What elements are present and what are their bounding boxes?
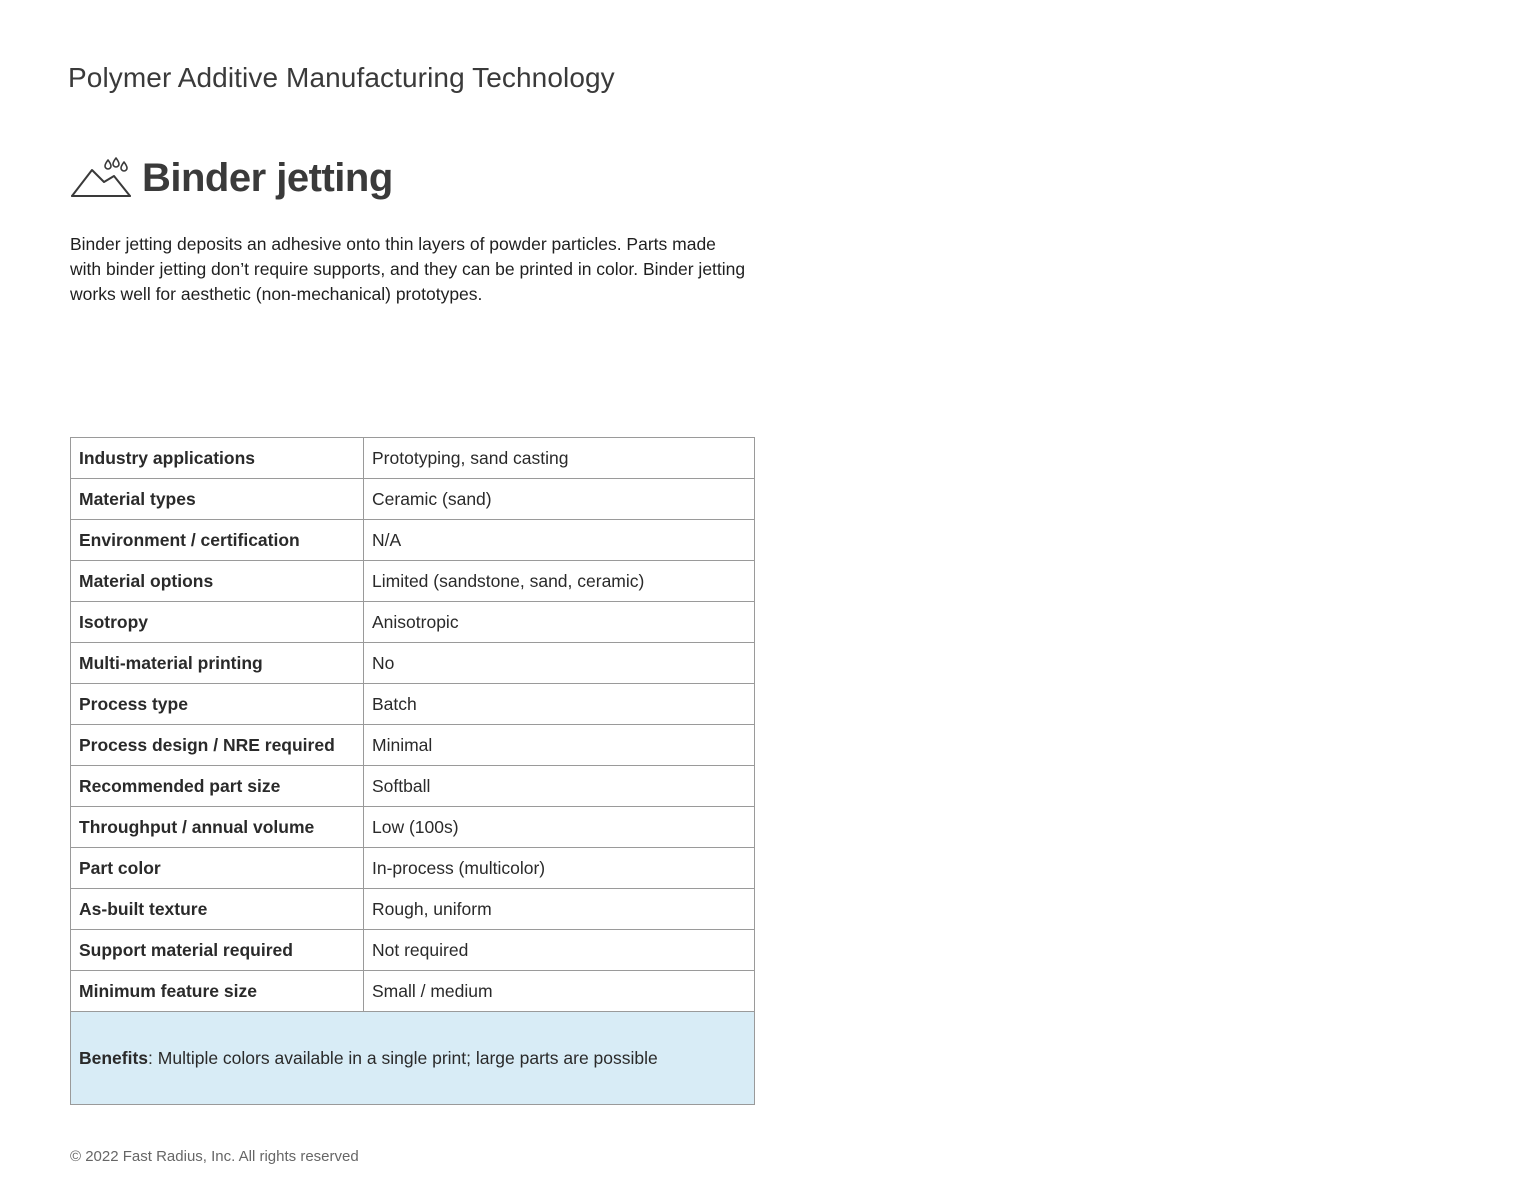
table-row (71, 438, 755, 479)
row-label: Throughput / annual volume (71, 807, 364, 848)
row-value: Not required (364, 930, 755, 971)
table-row (71, 971, 755, 1012)
row-label: Process type (71, 684, 364, 725)
table-row (71, 889, 755, 930)
benefits-text: : Multiple colors available in a single print; large parts are possible (148, 1047, 658, 1068)
table-row (71, 684, 755, 725)
row-value: Batch (364, 684, 755, 725)
row-label: As-built texture (71, 889, 364, 930)
page-header-title: Polymer Additive Manufacturing Technology (68, 62, 615, 93)
benefits-cell (71, 1012, 755, 1105)
row-value: In-process (multicolor) (364, 848, 755, 889)
row-value: Small / medium (364, 971, 755, 1012)
table-row (71, 479, 755, 520)
row-label: Process design / NRE required (71, 725, 364, 766)
table-row (71, 520, 755, 561)
table-row (71, 807, 755, 848)
row-label: Recommended part size (71, 766, 364, 807)
section-heading: Binder jetting (142, 155, 393, 200)
row-value: Limited (sandstone, sand, ceramic) (364, 561, 755, 602)
row-value: N/A (364, 520, 755, 561)
table-row (71, 725, 755, 766)
row-label: Material options (71, 561, 364, 602)
table-row (71, 643, 755, 684)
table-row (71, 930, 755, 971)
section-title (70, 150, 393, 206)
section-description: Binder jetting deposits an adhesive onto thin layers of powder particles. Parts made with binder jetting don’t require supports, and they can be printed in color. Binder jetting works well for aesthetic (non-mechanical) prototypes. (70, 234, 746, 304)
row-value: Softball (364, 766, 755, 807)
row-label: Support material required (71, 930, 364, 971)
row-value: Rough, uniform (364, 889, 755, 930)
row-label: Part color (71, 848, 364, 889)
row-value: Minimal (364, 725, 755, 766)
row-value: No (364, 643, 755, 684)
mountain-droplets-icon (70, 156, 132, 200)
row-value: Ceramic (sand) (364, 479, 755, 520)
table-row (71, 848, 755, 889)
footer-copyright: © 2022 Fast Radius, Inc. All rights reserved (70, 1148, 359, 1165)
table-row (71, 561, 755, 602)
row-label: Material types (71, 479, 364, 520)
table-row (71, 766, 755, 807)
row-label: Environment / certification (71, 520, 364, 561)
row-value: Low (100s) (364, 807, 755, 848)
row-label: Isotropy (71, 602, 364, 643)
benefits-label: Benefits (79, 1047, 149, 1068)
spec-table (70, 437, 755, 1105)
row-label: Multi-material printing (71, 643, 364, 684)
row-label: Minimum feature size (71, 971, 364, 1012)
row-label: Industry applications (71, 438, 364, 479)
benefits-row (71, 1012, 755, 1105)
row-value: Prototyping, sand casting (364, 438, 755, 479)
row-value: Anisotropic (364, 602, 755, 643)
table-row (71, 602, 755, 643)
